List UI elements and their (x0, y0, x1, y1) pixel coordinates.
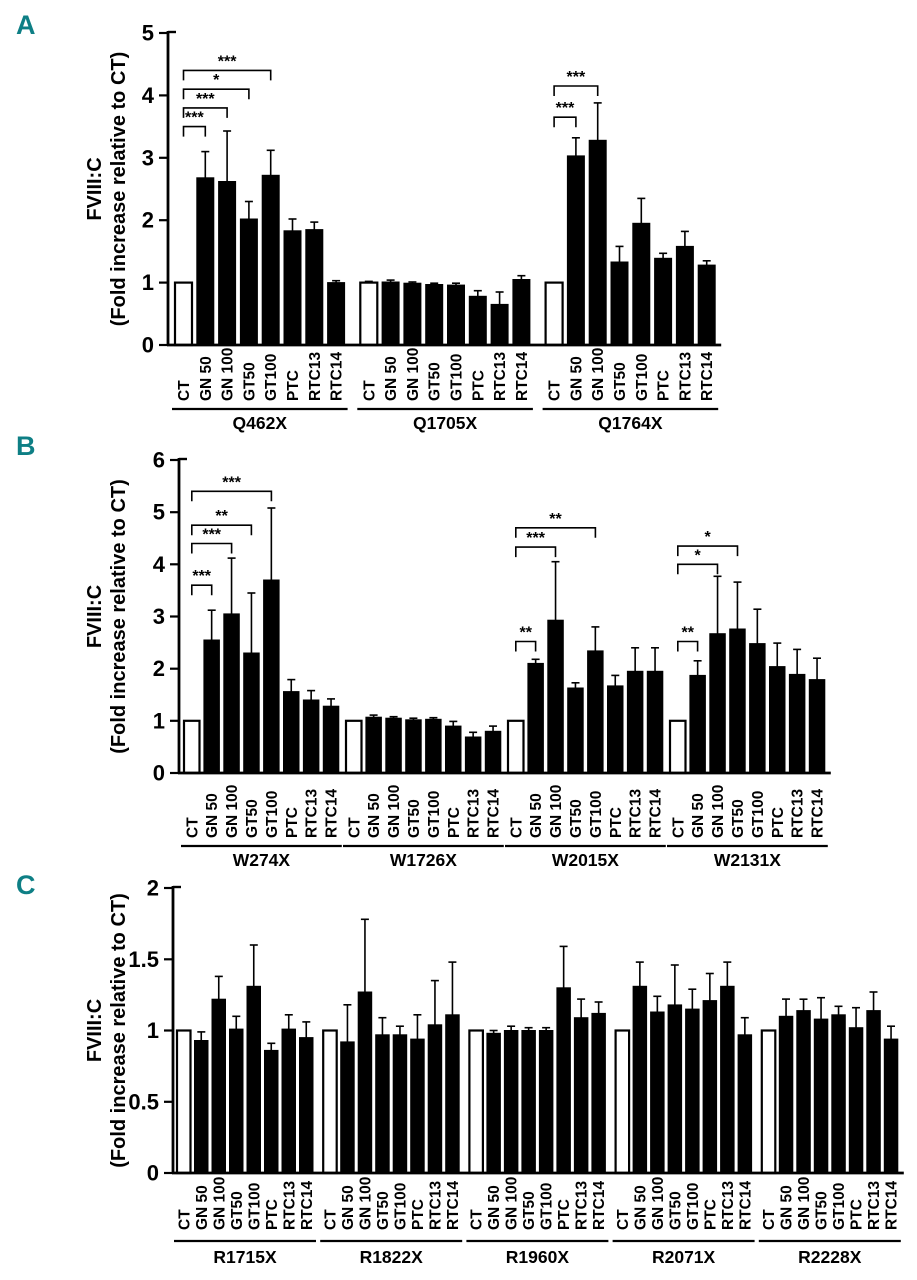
y-tick-label-5: 5 (152, 499, 165, 525)
bar-r2071x-gt100 (686, 1009, 700, 1173)
bar-w2015x-gt100 (588, 651, 604, 773)
bar-q1764x-rtc14 (698, 265, 715, 345)
x-tick-label-q1705x-gt50: GT50 (426, 362, 444, 401)
x-tick-label-q1705x-ct: CT (361, 380, 379, 401)
bar-r2228x-gn-50 (779, 1016, 793, 1173)
x-tick-label-q462x-gn-100: GN 100 (219, 347, 237, 401)
y-tick-label-1: 1 (141, 270, 154, 296)
x-tick-label-q462x-rtc14: RTC14 (328, 351, 346, 401)
group-label-w2015x: W2015X (551, 850, 619, 870)
panel-c-chart (0, 870, 917, 1280)
x-tick-label-r2071x-gt100: GT100 (684, 1182, 702, 1230)
bar-r1960x-gt50 (522, 1031, 536, 1174)
bar-q462x-gt50 (240, 219, 257, 345)
x-tick-label-w2015x-ptc: PTC (607, 807, 625, 838)
y-tick-label-3: 3 (141, 145, 154, 171)
sig-bracket-w2131x-gt50 (678, 546, 738, 556)
bar-r2071x-ptc (703, 1001, 717, 1173)
bar-r2228x-rtc14 (884, 1039, 898, 1173)
bar-q462x-ptc (284, 231, 301, 345)
x-tick-label-r2071x-rtc13: RTC13 (719, 1180, 737, 1230)
bar-r1960x-ptc (557, 988, 571, 1173)
bar-w274x-ptc (284, 692, 300, 773)
x-tick-label-r1960x-ct: CT (468, 1209, 486, 1230)
bar-r1715x-gn-50 (195, 1041, 209, 1174)
bar-q1705x-rtc14 (513, 280, 530, 346)
sig-stars-w274x-gt100: *** (222, 474, 241, 492)
x-tick-label-r2071x-ptc: PTC (702, 1199, 720, 1230)
bar-q462x-rtc13 (306, 230, 323, 345)
y-axis-title-line1: FVIII:C (84, 157, 106, 221)
bar-w1726x-rtc14 (485, 731, 501, 773)
x-tick-label-w1726x-gn-50: GN 50 (366, 793, 384, 838)
bar-r1822x-gn-100 (358, 992, 372, 1173)
x-tick-label-r1822x-ct: CT (322, 1209, 340, 1230)
x-tick-label-r1715x-gt100: GT100 (246, 1182, 264, 1230)
y-tick-label-4: 4 (152, 551, 165, 577)
bar-r1822x-ptc (411, 1039, 425, 1173)
control-bar-w2131x-ct (670, 721, 686, 773)
x-tick-label-q1705x-gn-50: GN 50 (383, 356, 401, 401)
bar-q462x-rtc14 (328, 283, 345, 345)
x-tick-label-r2071x-gt50: GT50 (667, 1191, 685, 1230)
bar-w274x-gn-50 (204, 640, 220, 773)
sig-stars-q462x-gt50: * (213, 72, 220, 90)
x-tick-label-w2131x-ptc: PTC (769, 807, 787, 838)
x-tick-label-w1726x-ct: CT (346, 817, 364, 838)
x-tick-label-r2071x-rtc14: RTC14 (737, 1180, 755, 1230)
y-tick-label-0-5: 0.5 (128, 1089, 159, 1115)
y-tick-label-4: 4 (141, 82, 154, 108)
group-label-w2131x: W2131X (713, 850, 781, 870)
sig-stars-q1764x-gn-100: *** (566, 69, 586, 86)
sig-bracket-q1764x-gn-50 (554, 117, 576, 127)
x-tick-label-q1705x-ptc: PTC (470, 370, 488, 401)
x-tick-label-r1715x-gn-100: GN 100 (211, 1176, 229, 1230)
sig-stars-w2015x-gn-100: *** (526, 530, 545, 548)
group-label-w1726x: W1726X (389, 850, 457, 870)
sig-bracket-w2015x-gn-100 (516, 547, 556, 557)
bar-q1705x-ptc (469, 296, 486, 345)
group-label-q1705x: Q1705X (412, 413, 478, 433)
x-tick-label-w274x-gt50: GT50 (243, 799, 261, 838)
bar-q1705x-gn-50 (382, 282, 399, 345)
control-bar-r2071x-ct (616, 1031, 630, 1174)
bar-w2131x-gn-100 (710, 634, 726, 773)
bar-r1715x-gt50 (230, 1029, 244, 1173)
x-tick-label-q1764x-gn-100: GN 100 (590, 347, 608, 401)
x-tick-label-w1726x-ptc: PTC (445, 807, 463, 838)
bar-r1960x-gt100 (539, 1031, 553, 1174)
x-tick-label-r2228x-ptc: PTC (848, 1199, 866, 1230)
sig-bracket-q462x-gt100 (184, 70, 271, 80)
x-tick-label-w2015x-rtc14: RTC14 (647, 788, 665, 838)
y-axis-title-line2: (Fold increase relative to CT) (108, 893, 130, 1168)
x-tick-label-r1715x-ct: CT (176, 1209, 194, 1230)
x-tick-label-r2228x-ct: CT (761, 1209, 778, 1230)
bar-r2228x-ptc (849, 1028, 863, 1173)
x-tick-label-r2071x-gn-50: GN 50 (632, 1185, 650, 1230)
y-tick-label-0: 0 (152, 760, 165, 786)
x-tick-label-w2131x-ct: CT (670, 817, 688, 838)
x-tick-label-q1705x-gn-100: GN 100 (404, 347, 422, 401)
bar-q1764x-gt50 (611, 262, 628, 345)
sig-bracket-w2131x-gn-50 (678, 642, 698, 652)
bar-w2015x-gn-50 (528, 663, 544, 773)
x-tick-label-q1764x-gt100: GT100 (633, 353, 651, 401)
x-tick-label-w2131x-gt100: GT100 (749, 790, 767, 838)
y-axis-title-line1: FVIII:C (84, 584, 106, 649)
x-tick-label-r1960x-ptc: PTC (556, 1199, 574, 1230)
x-tick-label-r1822x-gt50: GT50 (374, 1191, 392, 1230)
group-label-q462x: Q462X (232, 413, 288, 433)
sig-stars-w2131x-gn-100: * (694, 547, 701, 565)
x-tick-label-w1726x-gn-100: GN 100 (386, 784, 404, 838)
sig-bracket-w274x-gn-100 (192, 544, 232, 554)
bar-w2131x-gn-50 (690, 675, 706, 773)
sig-bracket-w274x-gn-50 (192, 585, 212, 595)
bar-w2015x-gt50 (568, 688, 584, 773)
bar-r2071x-rtc14 (738, 1035, 752, 1173)
sig-stars-w2131x-gn-50: ** (681, 624, 694, 642)
x-tick-label-q1764x-gt50: GT50 (612, 362, 629, 401)
x-tick-label-w274x-rtc14: RTC14 (323, 788, 341, 838)
panel-c-letter: C (16, 870, 36, 900)
x-tick-label-r1822x-gt100: GT100 (392, 1182, 410, 1230)
bar-w2015x-rtc14 (647, 671, 663, 773)
panel-b-chart (0, 440, 917, 870)
panel-b-letter: B (16, 431, 36, 461)
y-tick-label-6: 6 (152, 447, 165, 473)
x-tick-label-q462x-gn-50: GN 50 (197, 356, 215, 401)
x-tick-label-w1726x-rtc14: RTC14 (485, 788, 503, 838)
x-tick-label-q1764x-ct: CT (546, 380, 564, 401)
y-tick-label-2: 2 (152, 656, 165, 682)
control-bar-r1960x-ct (469, 1031, 483, 1174)
bar-r1715x-gt100 (247, 986, 261, 1173)
control-bar-r1715x-ct (177, 1031, 191, 1174)
y-axis-title-line2: (Fold increase relative to CT) (108, 479, 130, 754)
bar-r1960x-gn-100 (504, 1031, 518, 1174)
control-bar-w274x-ct (184, 721, 200, 773)
group-label-r2228x: R2228X (798, 1247, 862, 1267)
sig-bracket-w274x-gt100 (192, 491, 272, 501)
sig-stars-w2015x-gn-50: ** (519, 624, 532, 642)
bar-r1822x-rtc14 (446, 1015, 460, 1173)
sig-stars-q462x-gt100: *** (217, 53, 237, 71)
x-tick-label-r2071x-gn-100: GN 100 (649, 1176, 667, 1230)
x-tick-label-r1715x-rtc13: RTC13 (281, 1180, 299, 1230)
bar-r1822x-gt100 (393, 1035, 407, 1173)
y-tick-label-1: 1 (146, 1018, 159, 1043)
x-tick-label-w1726x-gt100: GT100 (425, 790, 443, 838)
bar-r1715x-rtc13 (282, 1029, 296, 1173)
panel-a-letter: A (16, 10, 36, 40)
bar-r2228x-gt100 (832, 1015, 846, 1173)
control-bar-q1764x-ct (546, 283, 563, 345)
x-tick-label-q1764x-rtc14: RTC14 (699, 351, 717, 401)
x-tick-label-w2131x-rtc13: RTC13 (789, 788, 807, 838)
x-tick-label-r1822x-rtc13: RTC13 (427, 1180, 445, 1230)
x-tick-label-r2228x-gn-100: GN 100 (796, 1176, 813, 1230)
bar-r2071x-gn-50 (633, 986, 647, 1173)
x-tick-label-r1715x-gn-50: GN 50 (193, 1185, 211, 1230)
bar-q1705x-gt100 (448, 285, 465, 345)
x-tick-label-q462x-rtc13: RTC13 (306, 351, 324, 401)
x-tick-label-q1764x-gn-50: GN 50 (568, 356, 586, 401)
y-axis-title-line2: (Fold increase relative to CT) (108, 51, 130, 327)
bar-r1960x-gn-50 (487, 1033, 501, 1173)
x-tick-label-r1960x-gn-50: GN 50 (486, 1185, 504, 1230)
bar-q1705x-rtc13 (491, 304, 508, 345)
bar-r2228x-gt50 (814, 1019, 828, 1173)
x-tick-label-r2228x-gt100: GT100 (831, 1182, 848, 1230)
group-label-r1960x: R1960X (505, 1247, 570, 1267)
x-tick-label-q1764x-ptc: PTC (655, 370, 673, 401)
group-label-q1764x: Q1764X (598, 413, 663, 433)
control-bar-q1705x-ct (360, 283, 377, 345)
x-tick-label-q462x-ptc: PTC (285, 370, 302, 401)
bar-w1726x-gt100 (426, 719, 442, 773)
x-tick-label-q1705x-rtc14: RTC14 (513, 351, 531, 401)
bar-r2228x-rtc13 (867, 1011, 881, 1173)
x-tick-label-w2131x-gn-100: GN 100 (710, 784, 727, 838)
x-tick-label-w2015x-gn-50: GN 50 (528, 793, 546, 838)
bar-r1715x-ptc (265, 1050, 279, 1173)
sig-stars-q1764x-gn-50: *** (555, 100, 575, 118)
bar-w274x-rtc13 (303, 700, 319, 773)
bar-w1726x-gn-50 (366, 717, 382, 773)
control-bar-w1726x-ct (346, 721, 362, 773)
sig-bracket-q1764x-gn-100 (554, 86, 598, 96)
bar-q1705x-gn-100 (404, 283, 421, 345)
bar-w1726x-gn-100 (386, 718, 402, 773)
panel-a-chart (0, 0, 917, 440)
y-tick-label-2: 2 (146, 875, 159, 901)
bar-q1764x-rtc13 (676, 246, 693, 345)
group-label-r2071x: R2071X (651, 1247, 716, 1267)
group-label-r1715x: R1715X (213, 1247, 277, 1267)
x-tick-label-r1960x-rtc13: RTC13 (573, 1180, 591, 1230)
y-tick-label-0: 0 (141, 332, 154, 358)
x-tick-label-r1715x-ptc: PTC (263, 1199, 281, 1230)
x-tick-label-r1822x-gn-50: GN 50 (339, 1185, 357, 1230)
y-tick-label-3: 3 (152, 604, 165, 629)
bar-r2228x-gn-100 (797, 1011, 811, 1173)
sig-bracket-w274x-gt50 (192, 525, 252, 535)
sig-stars-q462x-gn-100: *** (195, 90, 215, 108)
x-tick-label-w274x-gn-50: GN 50 (204, 793, 222, 838)
bar-w274x-gn-100 (224, 614, 240, 773)
bar-w1726x-rtc13 (465, 737, 481, 773)
sig-stars-w2015x-gt100: ** (549, 510, 562, 528)
sig-stars-w274x-gt50: ** (215, 508, 228, 526)
x-tick-label-r2228x-rtc13: RTC13 (866, 1180, 883, 1230)
bar-w2015x-rtc13 (627, 671, 643, 773)
x-tick-label-w1726x-gt50: GT50 (405, 799, 423, 838)
x-tick-label-w274x-ptc: PTC (283, 807, 301, 838)
group-label-w274x: W274X (232, 850, 291, 870)
y-tick-label-5: 5 (141, 20, 154, 46)
y-tick-label-2: 2 (141, 207, 154, 233)
x-tick-label-r1715x-rtc14: RTC14 (298, 1180, 316, 1230)
bar-w1726x-ptc (446, 726, 462, 773)
bar-w2015x-gn-100 (548, 620, 564, 773)
x-tick-label-r2228x-gn-50: GN 50 (778, 1185, 796, 1230)
x-tick-label-q462x-ct: CT (176, 380, 193, 401)
sig-stars-w2131x-gt50: * (704, 529, 711, 547)
bar-r1822x-gt50 (376, 1035, 390, 1173)
x-tick-label-r1960x-gn-100: GN 100 (503, 1176, 521, 1230)
x-tick-label-w2131x-gn-50: GN 50 (690, 793, 708, 838)
bar-w2131x-rtc13 (789, 674, 805, 773)
sig-bracket-w2015x-gn-50 (516, 642, 536, 652)
y-tick-label-1: 1 (152, 708, 165, 734)
bar-w274x-gt100 (264, 580, 280, 773)
x-tick-label-r2071x-ct: CT (614, 1209, 632, 1230)
sig-stars-q462x-gn-50: *** (185, 109, 204, 127)
x-tick-label-r1822x-rtc14: RTC14 (444, 1180, 462, 1230)
bar-q1764x-gn-50 (567, 156, 584, 345)
bar-r1822x-rtc13 (428, 1025, 442, 1173)
x-tick-label-w2015x-rtc13: RTC13 (627, 788, 645, 838)
bar-w1726x-gt50 (406, 720, 422, 773)
x-tick-label-w2015x-gt100: GT100 (587, 790, 605, 838)
bar-r1960x-rtc14 (592, 1013, 606, 1173)
x-tick-label-w274x-gn-100: GN 100 (224, 784, 242, 838)
x-tick-label-w2131x-gt50: GT50 (730, 799, 747, 838)
bar-q462x-gn-50 (197, 178, 214, 345)
x-tick-label-r2228x-rtc14: RTC14 (883, 1180, 901, 1230)
x-tick-label-w1726x-rtc13: RTC13 (465, 788, 483, 838)
x-tick-label-r1822x-ptc: PTC (409, 1199, 427, 1230)
bar-q1764x-gt100 (633, 223, 650, 345)
bar-r1715x-rtc14 (300, 1038, 314, 1173)
y-axis-title-line1: FVIII:C (84, 998, 106, 1063)
x-tick-label-r1715x-gt50: GT50 (228, 1191, 246, 1230)
sig-bracket-q462x-gt50 (184, 89, 249, 99)
x-tick-label-r1960x-rtc14: RTC14 (591, 1180, 609, 1230)
x-tick-label-r1960x-gt100: GT100 (538, 1182, 556, 1230)
bar-w2015x-ptc (608, 686, 624, 773)
x-tick-label-w2015x-gn-100: GN 100 (548, 784, 565, 838)
sig-bracket-w2131x-gn-100 (678, 564, 718, 574)
y-tick-label-0: 0 (146, 1160, 159, 1186)
bar-w2131x-ptc (770, 667, 786, 773)
sig-bracket-q462x-gn-50 (184, 127, 206, 137)
bar-q1764x-gn-100 (589, 140, 606, 345)
bar-q1705x-gt50 (426, 285, 443, 346)
x-tick-label-q462x-gt100: GT100 (263, 353, 281, 401)
bar-r1960x-rtc13 (574, 1018, 588, 1173)
x-tick-label-r1822x-gn-100: GN 100 (357, 1176, 375, 1230)
bar-w274x-rtc14 (323, 706, 339, 773)
sig-stars-w274x-gn-50: *** (192, 568, 212, 586)
x-tick-label-q1764x-rtc13: RTC13 (677, 351, 695, 401)
x-tick-label-w274x-ct: CT (184, 817, 202, 838)
bar-w2131x-gt50 (730, 629, 746, 773)
x-tick-label-w2015x-ct: CT (508, 817, 526, 838)
x-tick-label-r1960x-gt50: GT50 (521, 1191, 539, 1230)
bar-r1715x-gn-100 (212, 999, 226, 1173)
x-tick-label-q462x-gt50: GT50 (241, 362, 259, 401)
group-label-r1822x: R1822X (359, 1247, 423, 1267)
bar-q462x-gt100 (262, 175, 279, 345)
bar-r2071x-gn-100 (651, 1012, 665, 1173)
bar-w2131x-rtc14 (809, 680, 825, 773)
bar-q1764x-ptc (655, 258, 672, 345)
bar-w274x-gt50 (244, 653, 260, 773)
bar-q462x-gn-100 (219, 182, 236, 346)
control-bar-r1822x-ct (323, 1031, 337, 1174)
control-bar-w2015x-ct (508, 721, 524, 773)
x-tick-label-w2131x-rtc14: RTC14 (809, 788, 827, 838)
control-bar-r2228x-ct (762, 1031, 776, 1174)
bar-r1822x-gn-50 (341, 1042, 355, 1173)
y-tick-label-1-5: 1.5 (128, 946, 159, 972)
bar-r2071x-rtc13 (721, 986, 735, 1173)
x-tick-label-w274x-rtc13: RTC13 (303, 788, 321, 838)
sig-stars-w274x-gn-100: *** (202, 526, 222, 544)
bar-w2131x-gt100 (750, 644, 766, 773)
x-tick-label-r2228x-gt50: GT50 (813, 1191, 831, 1230)
x-tick-label-w274x-gt100: GT100 (263, 790, 281, 838)
x-tick-label-q1705x-gt100: GT100 (448, 353, 466, 401)
bar-r2071x-gt50 (668, 1005, 682, 1173)
x-tick-label-q1705x-rtc13: RTC13 (492, 351, 510, 401)
control-bar-q462x-ct (175, 283, 192, 345)
x-tick-label-w2015x-gt50: GT50 (568, 799, 585, 838)
